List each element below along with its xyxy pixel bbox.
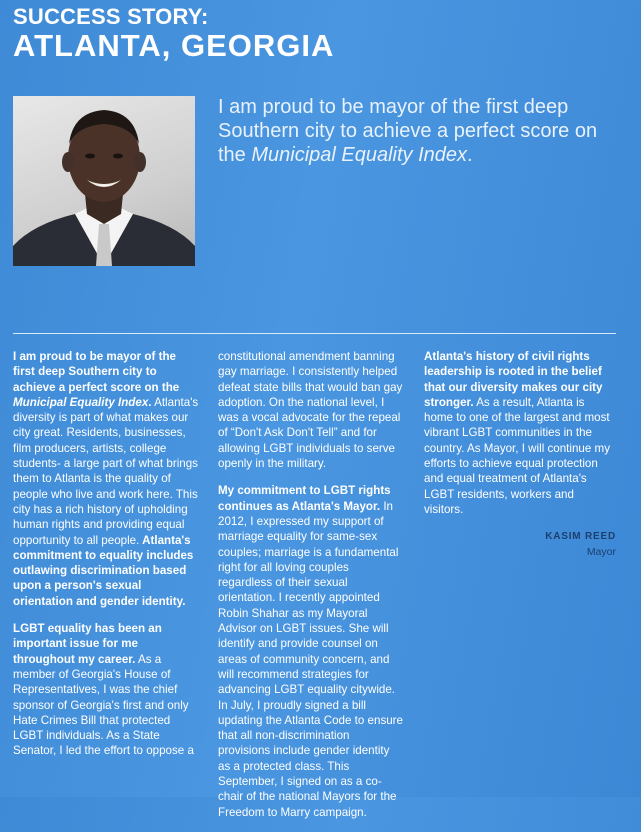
paragraph-4: [424, 349, 616, 517]
p2-body: As a member of Georgia's House of Representatives, I was the chief sponsor of Georgia's first and only Hate Crimes Bill that protected LGBT individuals. As a State Senator, I led the effort to oppose a: [13, 652, 194, 758]
paragraph-1: [13, 349, 199, 609]
p1-lead-end: .: [148, 395, 152, 409]
article-column-1: [13, 349, 199, 771]
p1-lead: I am proud to be mayor of the first deep Southern city to achieve a perfect score on the: [13, 350, 180, 394]
signature-block: [424, 529, 616, 560]
kicker-title: SUCCESS STORY:: [13, 4, 209, 29]
signature-name: KASIM REED: [545, 531, 616, 543]
pull-quote-end: .: [467, 144, 473, 166]
article-column-2: [218, 349, 404, 832]
mayor-portrait-icon: [13, 96, 195, 266]
divider-rule: [13, 333, 616, 334]
pull-quote-text: I am proud to be mayor of the first deep Southern city to achieve a perfect score on the: [218, 96, 598, 166]
paragraph-2: [13, 621, 199, 759]
portrait-photo: [13, 96, 195, 266]
p4-lead: Atlanta's history of civil rights leadership is rooted in the belief that our diversity makes our city stronger.: [424, 350, 603, 409]
p2-body-continued: constitutional amendment banning gay marriage. I consistently helped defeat state bills that would ban gay adoption. On the national level, I was a vocal advocate for the repeal of “Don't Ask Don't Tell” and for allowing LGBT individuals to serve openly in the military.: [218, 350, 403, 471]
p4-body: As a result, Atlanta is home to one of the largest and most vibrant LGBT communities in the country. As Mayor, I will continue my efforts to achieve equal protection and equal treatment of Atlanta's LGBT residents, workers and visitors.: [424, 395, 610, 516]
p3-body: In 2012, I expressed my support of marriage equality for same-sex couples; marriage is a fundamental right for all loving couples regardless of their sexual orientation. I recently appointed Robin Shahar as my Mayoral Advisor on LGBT issues. She will identify and provide counsel on areas of community concern, and will recommend strategies for advancing LGBT equality citywide. In July, I proudly signed a bill updating the Atlanta Code to ensure that all non-discrimination provisions include gender identity as a protected class. This September, I signed on as a co-chair of the national Mayors for the Freedom to Marry campaign.: [218, 499, 403, 819]
p1-lead-italic: Municipal Equality Index: [13, 395, 149, 409]
paragraph-3: [218, 483, 404, 820]
p1-body: Atlanta's diversity is part of what makes our city great. Residents, businesses, film producers, artists, college students- a large part of what brings them to Atlanta is the quality of people who live and work here. This city has a rich history of upholding human rights and providing equal opportunity to all people.: [13, 395, 199, 547]
pull-quote-emphasis: Municipal Equality Index: [251, 144, 468, 166]
p3-lead: My commitment to LGBT rights continues as Atlanta's Mayor.: [218, 484, 391, 513]
p1-closing-bold: Atlanta's commitment to equality includes outlawing discrimination based upon a person's sexual orientation and gender identity.: [13, 533, 194, 608]
paragraph-2-continued: [218, 349, 404, 471]
city-title: ATLANTA, GEORGIA: [13, 28, 335, 63]
pull-quote: [218, 95, 628, 167]
p2-lead: LGBT equality has been an important issue for me throughout my career.: [13, 622, 162, 666]
signature-title: Mayor: [586, 545, 616, 558]
article-column-3: [424, 349, 616, 560]
page-header: [13, 5, 334, 63]
